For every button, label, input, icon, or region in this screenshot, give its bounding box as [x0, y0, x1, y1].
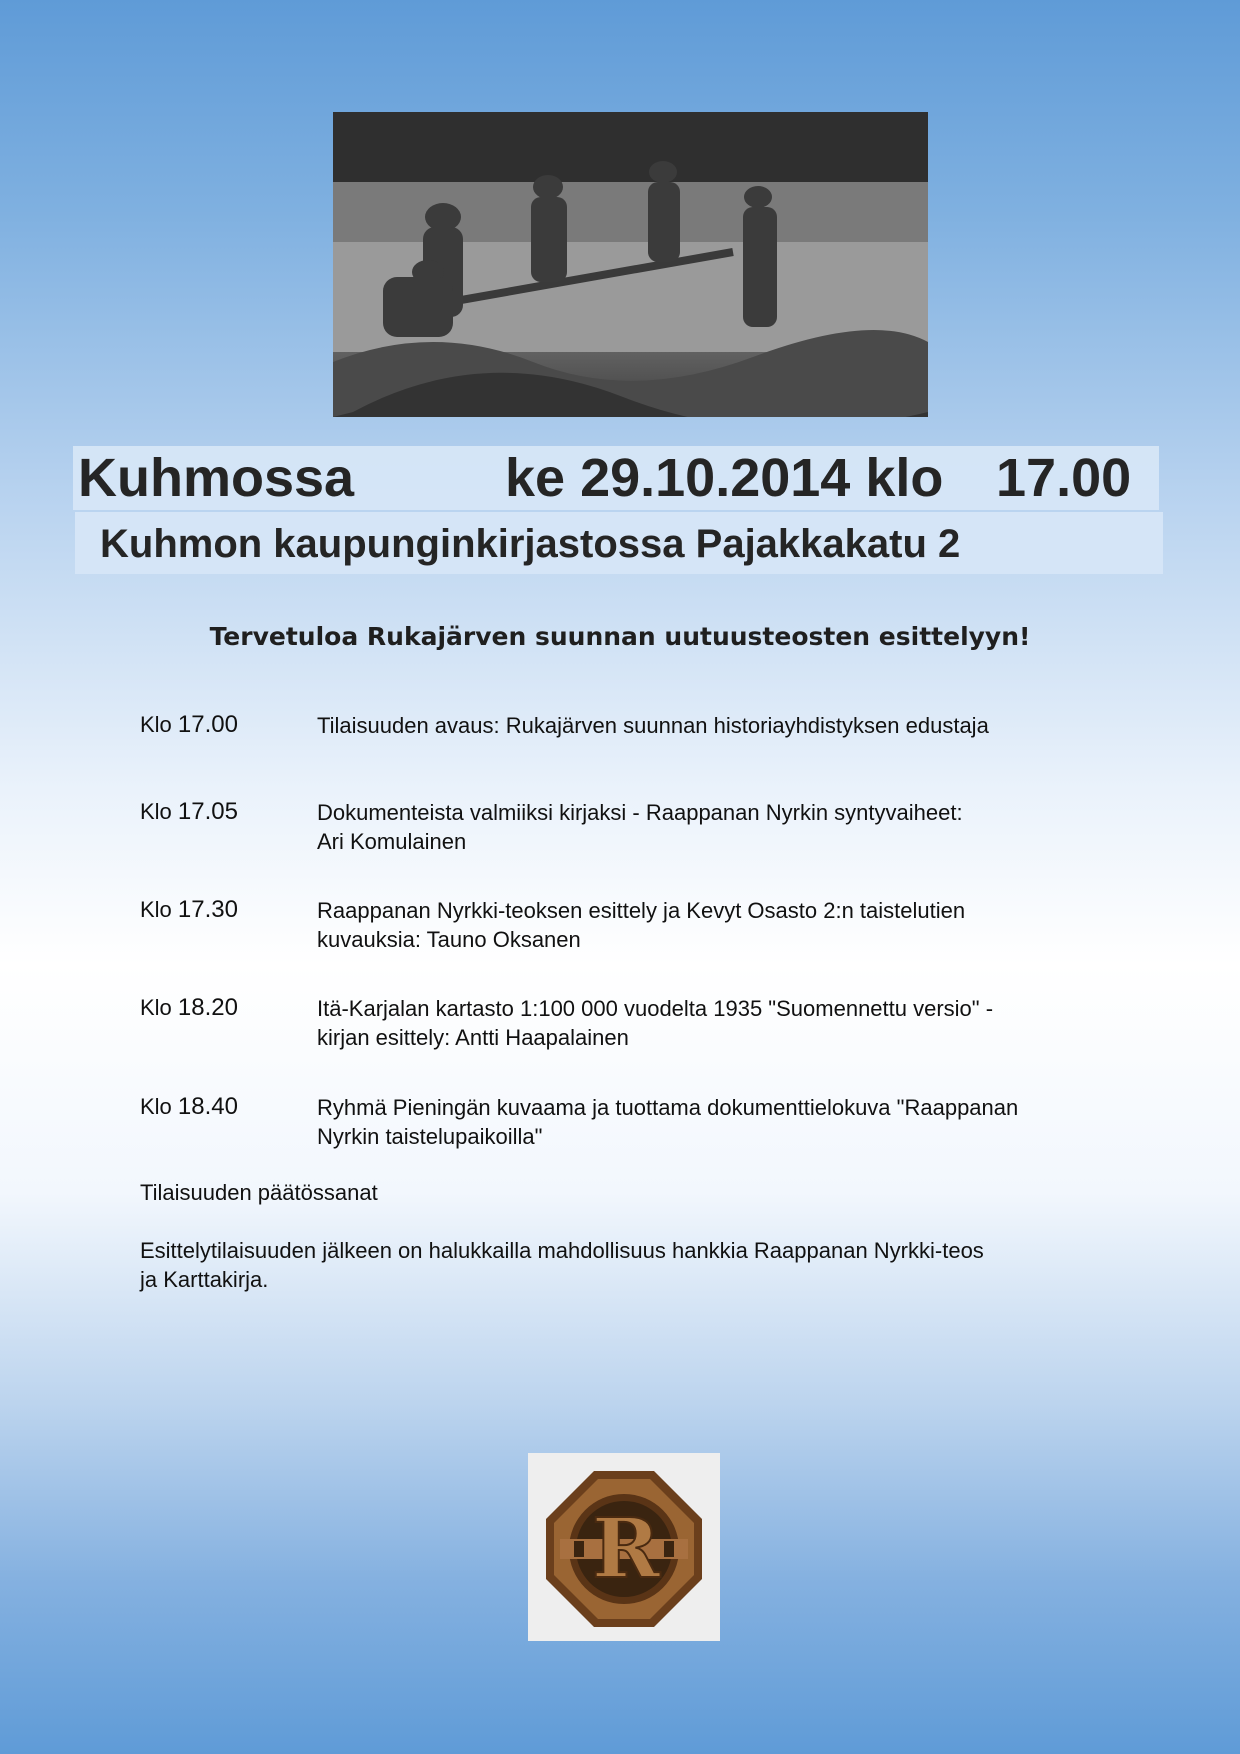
date-title: ke 29.10.2014 klo [505, 448, 944, 508]
program-description: Raappanan Nyrkki-teoksen esittely ja Kevyt Osasto 2:n taistelutien kuvauksia: Tauno Oksanen [317, 898, 966, 952]
venue-title: Kuhmon kaupunginkirjastossa Pajakkakatu 2 [100, 522, 961, 566]
place-title: Kuhmossa [78, 448, 355, 508]
program-description: Itä-Karjalan kartasto 1:100 000 vuodelta 1935 "Suomennettu versio" - kirjan esittely: Antti Haapalainen [317, 996, 994, 1050]
welcome-heading: Tervetuloa Rukajärven suunnan uutuusteosten esittelyyn! [209, 622, 1031, 651]
program-description: Ryhmä Pieningän kuvaama ja tuottama dokumenttielokuva "Raappanan Nyrkin taistelupaikoilla" [317, 1095, 1019, 1149]
program-time: Klo 17.05 [140, 798, 238, 825]
event-photo [333, 112, 928, 417]
footer-note: Esittelytilaisuuden jälkeen on halukkailla mahdollisuus hankkia Raappanan Nyrkki-teos ja Karttakirja. [140, 1238, 984, 1292]
soldiers-crossing-river-photo-icon [333, 112, 928, 417]
emblem-badge [528, 1453, 720, 1641]
emblem-letter: R [591, 1501, 661, 1597]
time-title: 17.00 [996, 448, 1132, 508]
program-description: Tilaisuuden avaus: Rukajärven suunnan historiayhdistyksen edustaja [317, 713, 989, 738]
program-time: Klo 17.30 [140, 896, 238, 923]
program-time: Klo 17.00 [140, 711, 238, 738]
program-time: Klo 18.40 [140, 1093, 238, 1120]
program-description: Dokumenteista valmiiksi kirjaksi - Raappanan Nyrkin syntyvaiheet: Ari Komulainen [317, 800, 963, 854]
program-time: Klo 18.20 [140, 994, 238, 1021]
closing-words: Tilaisuuden päätössanat [140, 1180, 378, 1205]
r-badge-emblem-icon [528, 1453, 720, 1641]
